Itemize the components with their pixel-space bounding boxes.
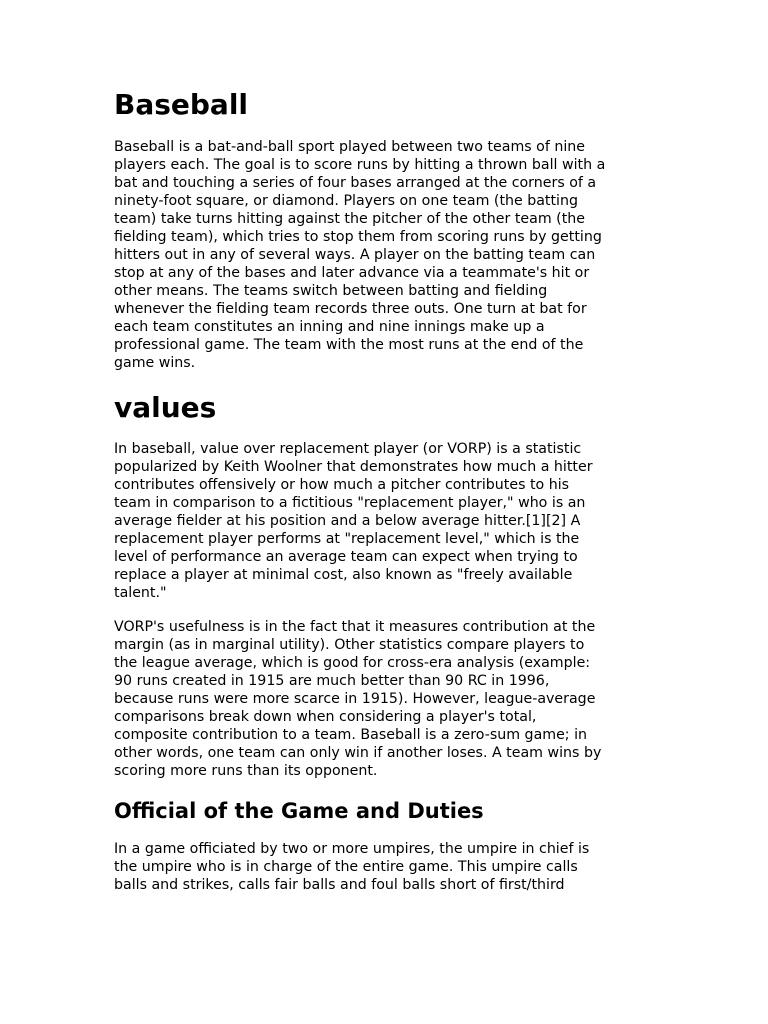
text-line: popularized by Keith Woolner that demonstrates how much a hitter	[114, 459, 593, 475]
text-line: comparisons break down when considering a player's total,	[114, 709, 537, 725]
text-line: contributes offensively or how much a pitcher contributes to his	[114, 477, 570, 493]
text-line: ninety-foot square, or diamond. Players on one team (the batting	[114, 193, 578, 209]
text-line: team) take turns hitting against the pitcher of the other team (the	[114, 211, 585, 227]
text-line: composite contribution to a team. Baseball is a zero-sum game; in	[114, 727, 588, 743]
text-line: players each. The goal is to score runs by hitting a thrown ball with a	[114, 157, 606, 173]
text-line: because runs were more scarce in 1915). However, league-average	[114, 691, 596, 707]
text-line: the umpire who is in charge of the entire game. This umpire calls	[114, 859, 578, 875]
text-line: average fielder at his position and a below average hitter.[1][2] A	[114, 513, 581, 529]
text-line: In a game officiated by two or more umpires, the umpire in chief is	[114, 841, 590, 857]
text-line: Baseball is a bat-and-ball sport played between two teams of nine	[114, 139, 586, 155]
paragraph-umpire-in-chief	[114, 840, 674, 894]
text-line: professional game. The team with the most runs at the end of the	[114, 337, 584, 353]
heading-official-duties: Official of the Game and Duties	[114, 799, 484, 823]
text-line: fielding team), which tries to stop them from scoring runs by getting	[114, 229, 602, 245]
text-line: bat and touching a series of four bases arranged at the corners of a	[114, 175, 597, 191]
text-line: replacement player performs at "replacement level," which is the	[114, 531, 580, 547]
text-line: whenever the fielding team records three outs. One turn at bat for	[114, 301, 587, 317]
text-line: replace a player at minimal cost, also known as "freely available	[114, 567, 573, 583]
text-line: scoring more runs than its opponent.	[114, 763, 378, 779]
text-line: 90 runs created in 1915 are much better than 90 RC in 1996,	[114, 673, 550, 689]
text-line: In baseball, value over replacement player (or VORP) is a statistic	[114, 441, 582, 457]
text-line: team in comparison to a fictitious "replacement player," who is an	[114, 495, 586, 511]
text-line: VORP's usefulness is in the fact that it measures contribution at the	[114, 619, 596, 635]
text-line: the league average, which is good for cross-era analysis (example:	[114, 655, 591, 671]
paragraph-baseball-intro	[114, 138, 674, 372]
text-line: hitters out in any of several ways. A player on the batting team can	[114, 247, 596, 263]
paragraph-vorp-usefulness	[114, 618, 674, 780]
text-line: other means. The teams switch between batting and fielding	[114, 283, 548, 299]
text-line: other words, one team can only win if another loses. A team wins by	[114, 745, 602, 761]
text-line: level of performance an average team can expect when trying to	[114, 549, 578, 565]
text-line: stop at any of the bases and later advance via a teammate's hit or	[114, 265, 590, 281]
paragraph-vorp-definition	[114, 440, 674, 602]
heading-values: values	[114, 391, 217, 424]
text-line: game wins.	[114, 355, 196, 371]
heading-baseball: Baseball	[114, 88, 249, 121]
text-line: each team constitutes an inning and nine innings make up a	[114, 319, 545, 335]
text-line: talent."	[114, 585, 167, 601]
text-line: balls and strikes, calls fair balls and foul balls short of first/third	[114, 877, 565, 893]
text-line: margin (as in marginal utility). Other statistics compare players to	[114, 637, 585, 653]
